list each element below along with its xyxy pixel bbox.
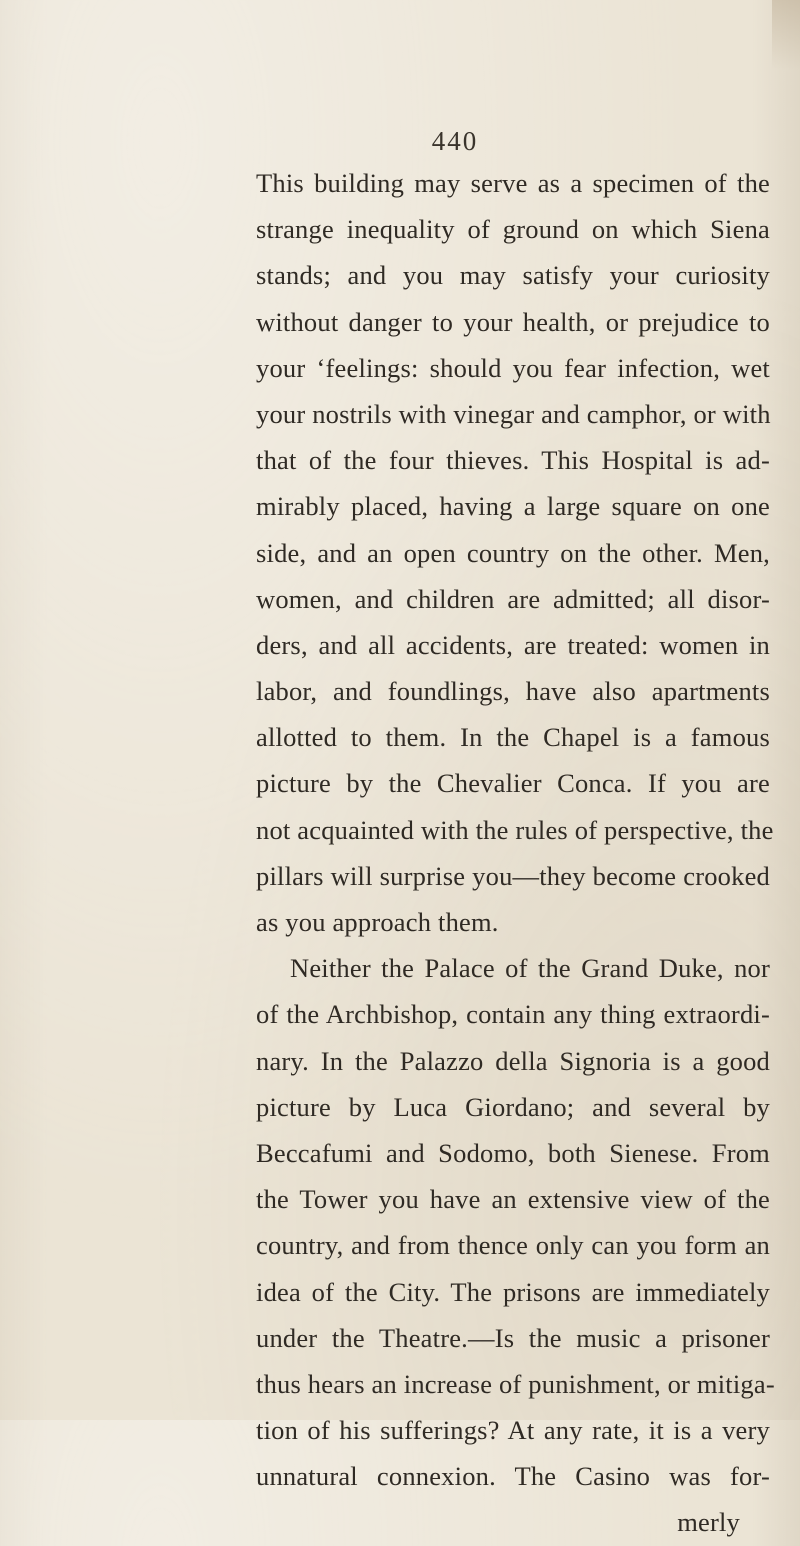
text-line: ders, and all accidents, are treated: women in: [256, 629, 770, 660]
text-line: stands; and you may satisfy your curiosity: [256, 260, 770, 291]
catchword: merly: [677, 1507, 740, 1538]
text-line: under the Theatre.—Is the music a prisoner: [256, 1322, 770, 1353]
text-line: country, and from thence only can you form an: [256, 1230, 770, 1261]
text-line: of the Archbishop, contain any thing extraordi-: [256, 999, 770, 1030]
text-line: nary. In the Palazzo della Signoria is a good: [256, 1045, 770, 1076]
text-line: mirably placed, having a large square on one: [256, 491, 770, 522]
text-line: side, and an open country on the other. Men,: [256, 537, 770, 568]
body-text: [256, 160, 775, 1546]
text-line: your nostrils with vinegar and camphor, or with: [256, 398, 771, 429]
text-line: women, and children are admitted; all disor-: [256, 583, 770, 614]
text-line: pillars will surprise you—they become crooked: [256, 860, 770, 891]
text-line: your ‘feelings: should you fear infection, wet: [256, 352, 770, 383]
text-line: Beccafumi and Sodomo, both Sienese. From: [256, 1137, 770, 1168]
text-line: thus hears an increase of punishment, or mitiga-: [256, 1368, 775, 1399]
text-line: picture by the Chevalier Conca. If you are: [256, 768, 770, 799]
text-line: without danger to your health, or prejudice to: [256, 306, 770, 337]
page-edge-stain: [772, 0, 800, 70]
text-line: not acquainted with the rules of perspective, the: [256, 814, 774, 845]
text-line: tion of his sufferings? At any rate, it is a very: [256, 1415, 770, 1446]
text-line: strange inequality of ground on which Siena: [256, 214, 770, 245]
text-line: This building may serve as a specimen of the: [256, 168, 770, 198]
text-line: unnatural connexion. The Casino was for-: [256, 1461, 770, 1492]
text-line: that of the four thieves. This Hospital is ad-: [256, 445, 770, 476]
text-line: labor, and foundlings, have also apartments: [256, 676, 770, 707]
page-number: 440: [431, 126, 479, 156]
text-line: Neither the Palace of the Grand Duke, nor: [290, 953, 770, 984]
text-line: idea of the City. The prisons are immediately: [256, 1276, 770, 1307]
text-line: the Tower you have an extensive view of the: [256, 1184, 770, 1215]
text-line: as you approach them.: [256, 907, 499, 937]
text-line: picture by Luca Giordano; and several by: [256, 1091, 770, 1122]
text-line: allotted to them. In the Chapel is a famous: [256, 722, 770, 753]
